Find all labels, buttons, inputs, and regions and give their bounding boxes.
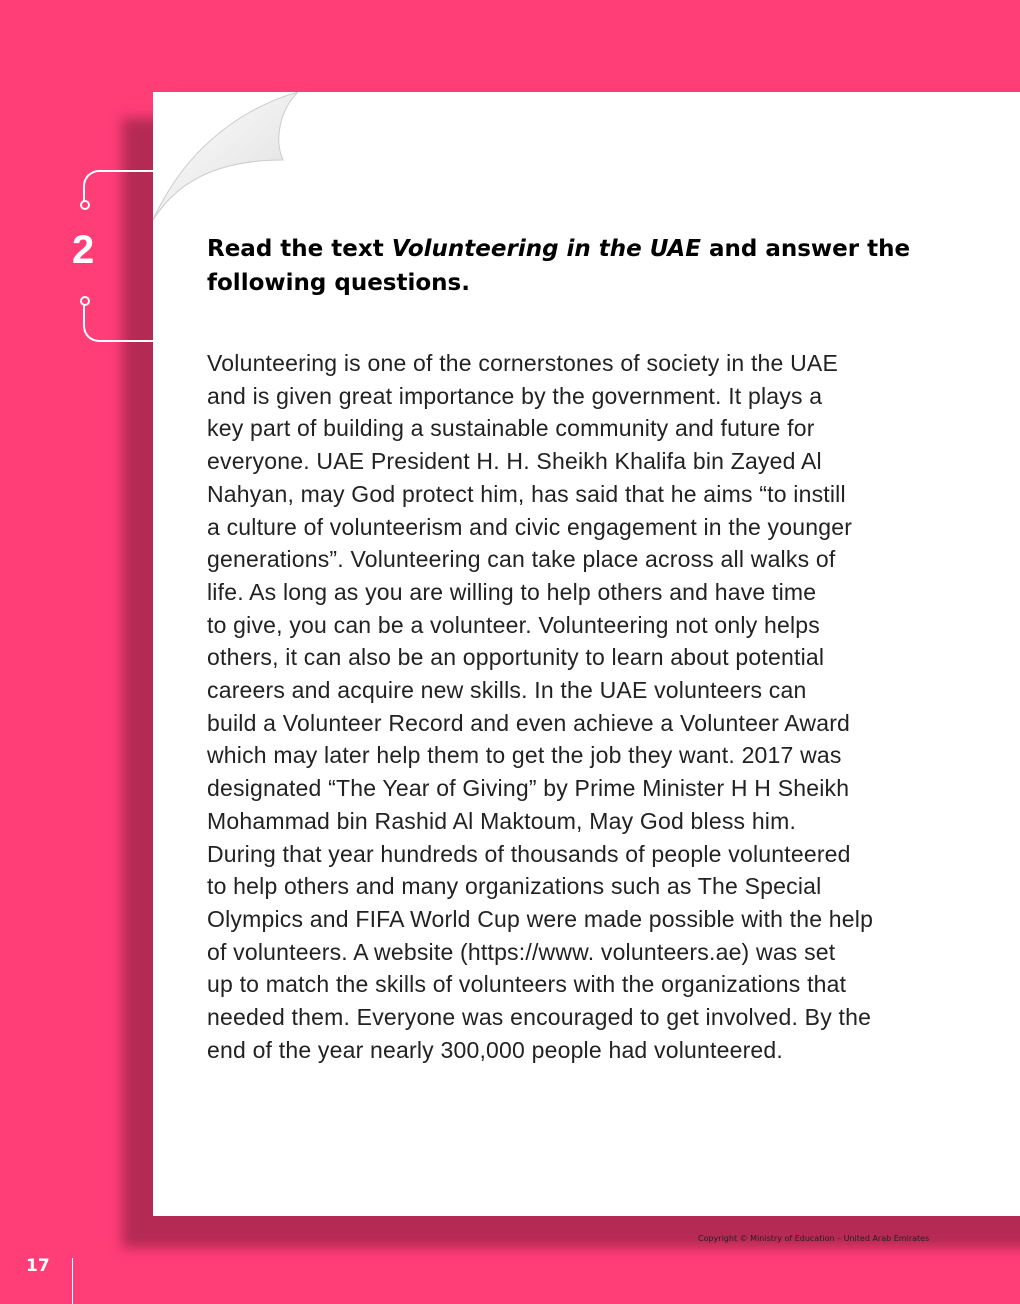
page-curl-decoration — [153, 92, 313, 232]
passage-line: generations”. Volunteering can take place across all walks of — [207, 546, 836, 573]
activity-number: 2 — [72, 228, 95, 272]
passage-line: Volunteering is one of the cornerstones of society in the UAE — [207, 350, 839, 376]
passage-line: During that year hundreds of thousands of people volunteered — [207, 840, 851, 867]
passage-line: up to match the skills of volunteers with the organizations that — [207, 971, 847, 998]
bracket-dot-icon — [80, 200, 90, 210]
passage-line: everyone. UAE President H. H. Sheikh Khalifa bin Zayed Al — [207, 448, 822, 475]
instruction-heading: Read the text Volunteering in the UAE and answer the following questions. — [207, 236, 911, 296]
passage-line: careers and acquire new skills. In the UAE volunteers can — [207, 677, 807, 704]
passage-line: which may later help them to get the job they want. 2017 was — [207, 742, 842, 769]
page-number: 17 — [26, 1256, 50, 1276]
text-title: Volunteering in the UAE — [391, 236, 701, 262]
passage-line: build a Volunteer Record and even achieve a Volunteer Award — [207, 709, 851, 736]
passage — [207, 347, 873, 1066]
passage-line: end of the year nearly 300,000 people had volunteered. — [207, 1036, 784, 1063]
passage-line: Olympics and FIFA World Cup were made possible with the help — [207, 905, 874, 932]
passage-line: key part of building a sustainable community and future for — [207, 415, 815, 442]
bracket-dot-icon — [80, 296, 90, 306]
bracket-top-decoration — [83, 170, 157, 206]
page-number-divider — [72, 1258, 73, 1304]
passage-line: a culture of volunteerism and civic engagement in the younger — [207, 513, 853, 540]
passage-line: to give, you can be a volunteer. Volunteering not only helps — [207, 611, 820, 638]
passage-line: others, it can also be an opportunity to learn about potential — [207, 644, 825, 671]
passage-line: to help others and many organizations such as The Special — [207, 873, 822, 900]
passage-line: designated “The Year of Giving” by Prime Minister H H Sheikh — [207, 775, 850, 802]
passage-line: Nahyan, may God protect him, has said that he aims “to instill — [207, 480, 846, 507]
bracket-bottom-decoration — [83, 306, 157, 342]
passage-line: Mohammad bin Rashid Al Maktoum, May God bless him. — [207, 807, 797, 834]
passage-line: of volunteers. A website (https://www. volunteers.ae) was set — [207, 938, 836, 965]
copyright: Copyright © Ministry of Education – United Arab Emirates — [698, 1234, 930, 1243]
passage-line: needed them. Everyone was encouraged to get involved. By the — [207, 1004, 872, 1031]
passage-line: life. As long as you are willing to help others and have time — [207, 578, 817, 605]
passage-line: and is given great importance by the government. It plays a — [207, 382, 823, 409]
